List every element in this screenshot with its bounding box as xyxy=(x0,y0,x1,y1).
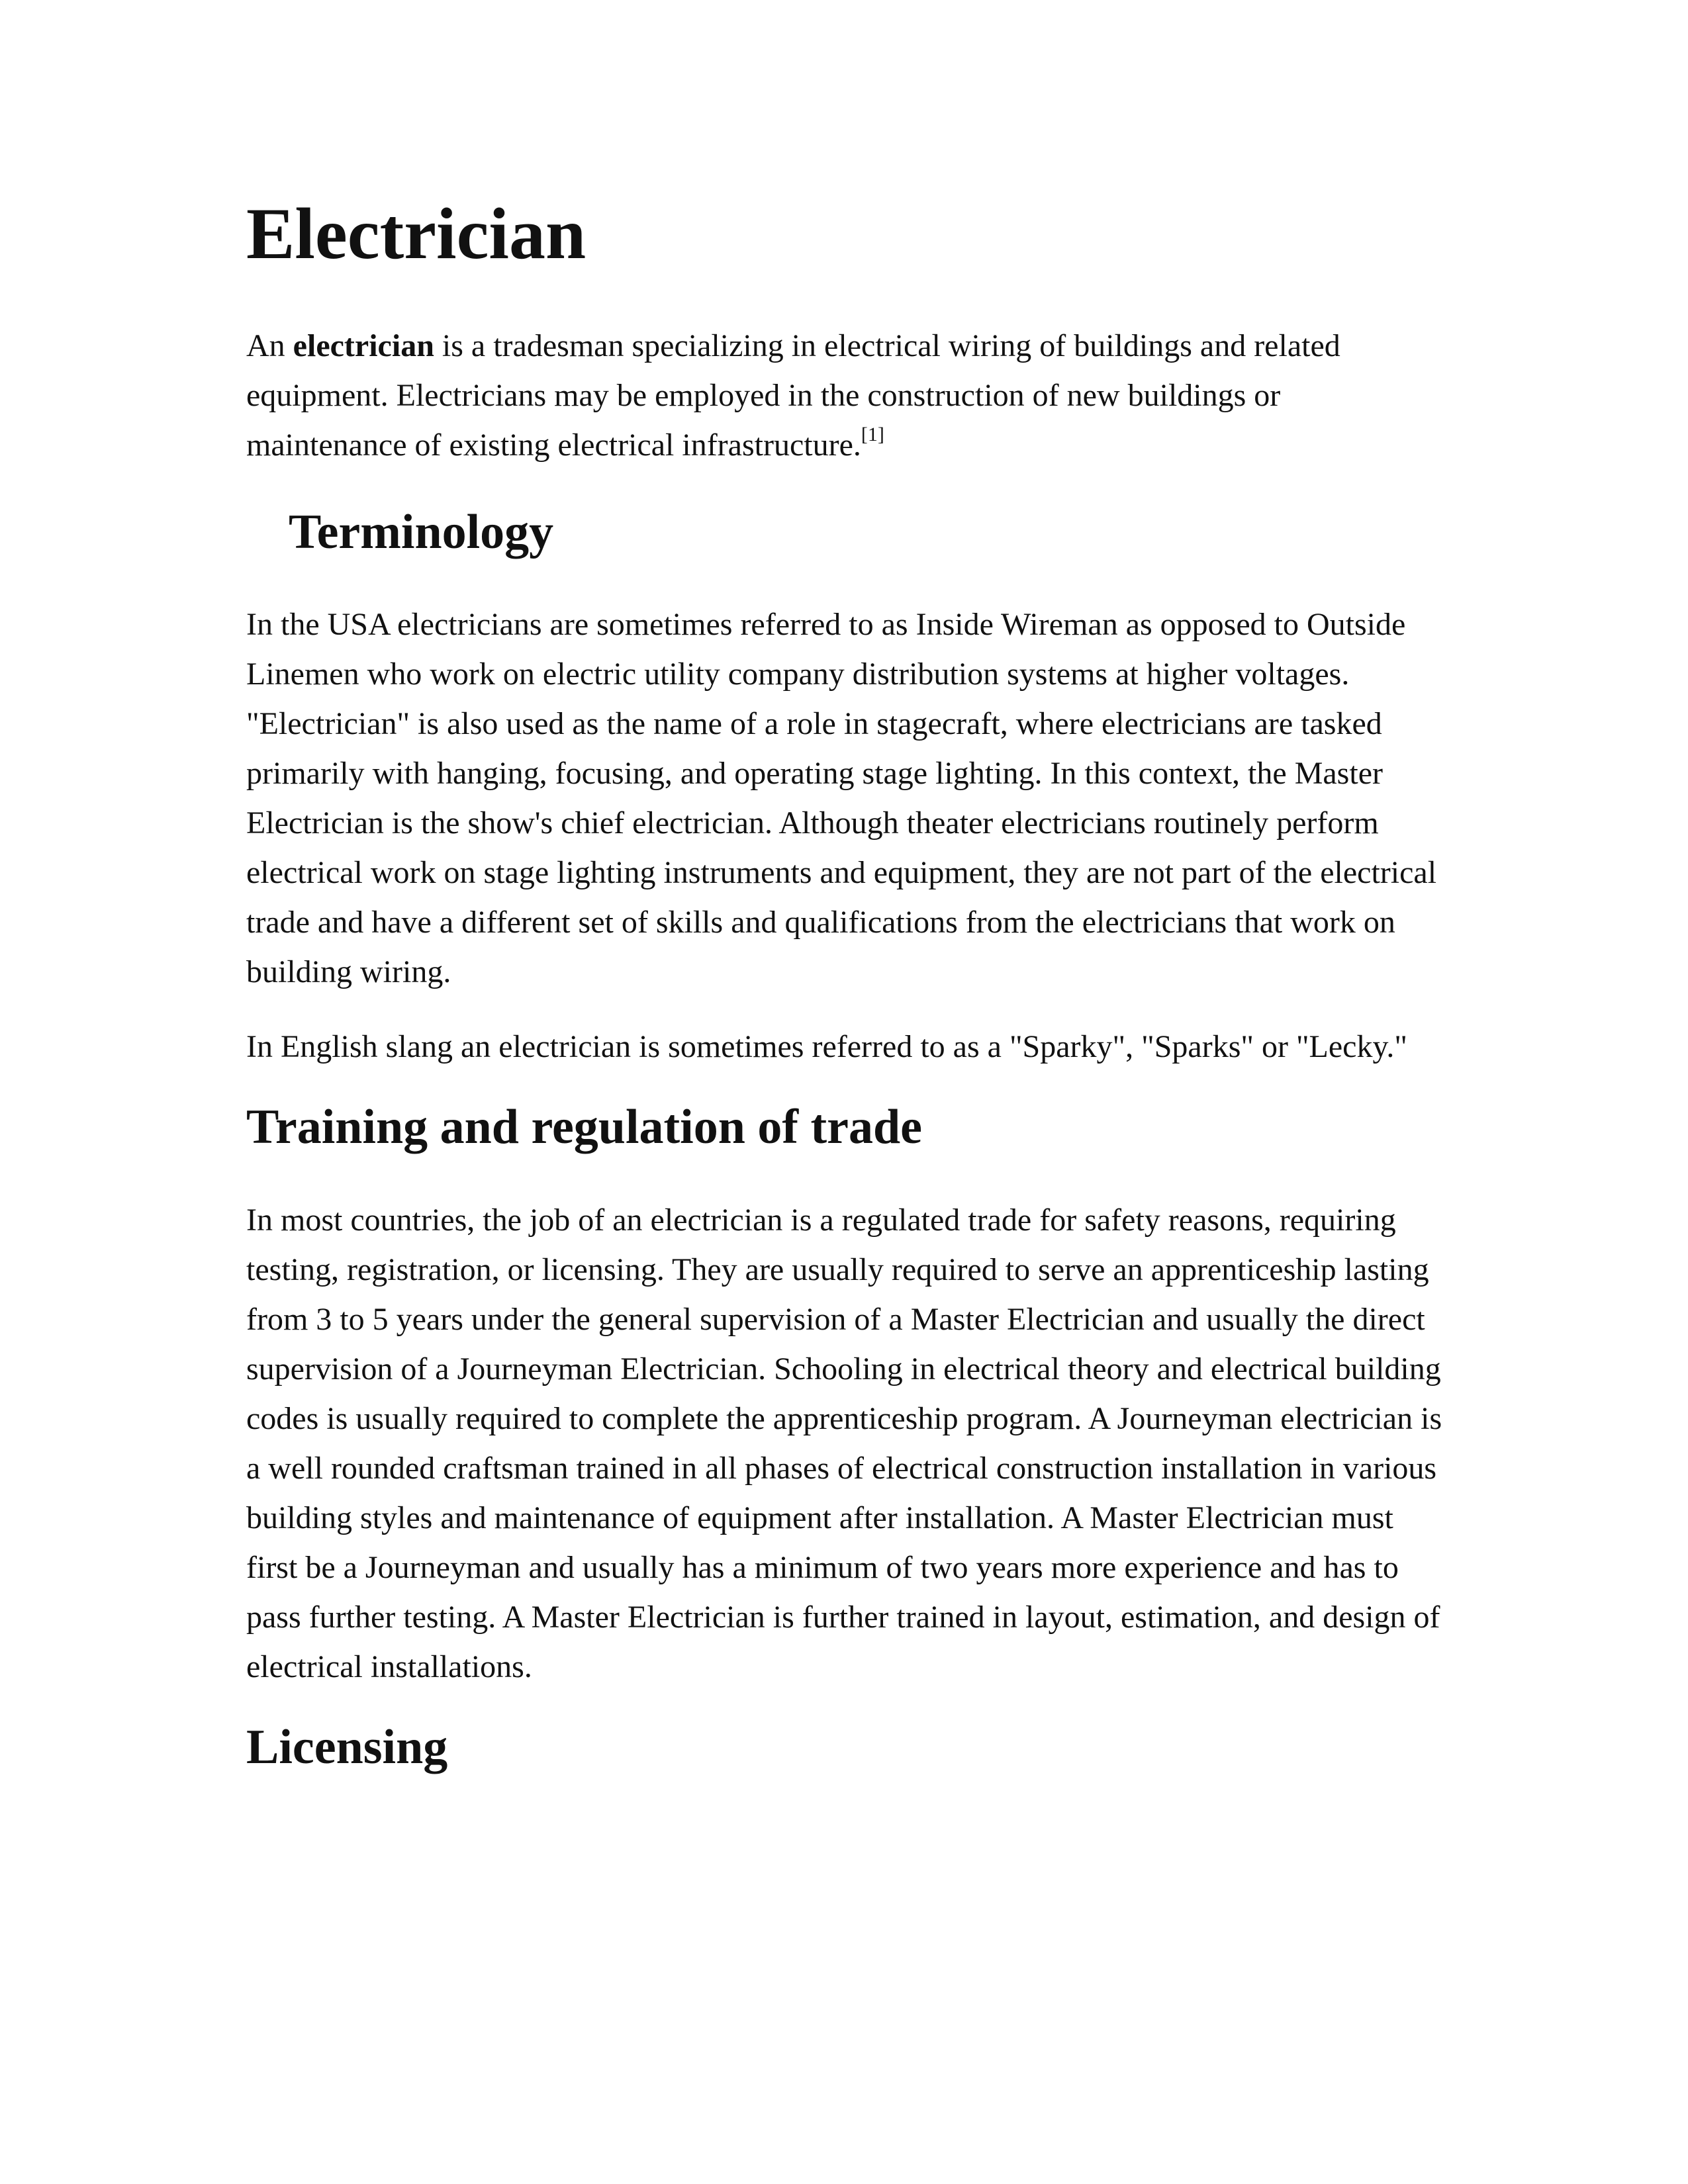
heading-licensing: Licensing xyxy=(246,1720,448,1775)
intro-paragraph xyxy=(246,321,1444,470)
reference-link[interactable]: [1] xyxy=(861,423,884,445)
heading-terminology: Terminology xyxy=(289,504,554,559)
terminology-paragraph-2: In English slang an electrician is sometimes referred to as a "Sparky", "Sparks" or "Lecky." xyxy=(246,1029,1407,1065)
intro-body: is a tradesman specializing in electrical wiring of buildings and related equipment. Electricians may be employed in the construction of new buildings or maintenance of existing electrical infrastructure. xyxy=(246,328,1340,463)
heading-training: Training and regulation of trade xyxy=(246,1100,923,1155)
intro-lead: An xyxy=(246,328,293,363)
document-page xyxy=(246,192,1444,1777)
training-paragraph: In most countries, the job of an electrician is a regulated trade for safety reasons, requiring testing, registration, or licensing. They are usually required to serve an apprenticeship lasting from 3 to 5 years under the general supervision of a Master Electrician and usually the direct supervision of a Journeyman Electrician. Schooling in electrical theory and electrical building codes is usually required to complete the apprenticeship program. A Journeyman electrician is a well rounded craftsman trained in all phases of electrical construction installation in various building styles and maintenance of equipment after installation. A Master Electrician must first be a Journeyman and usually has a minimum of two years more experience and has to pass further testing. A Master Electrician is further trained in layout, estimation, and design of electrical installations. xyxy=(246,1203,1442,1685)
page-title: Electrician xyxy=(246,193,586,274)
intro-term: electrician xyxy=(293,328,434,363)
terminology-paragraph-1: In the USA electricians are sometimes referred to as Inside Wireman as opposed to Outside Linemen who work on electric utility company distribution systems at higher voltages. "Electrician" is also used as the name of a role in stagecraft, where electricians are tasked primarily with hanging, focusing, and operating stage lighting. In this context, the Master Electrician is the show's chief electrician. Although theater electricians routinely perform electrical work on stage lighting instruments and equipment, they are not part of the electrical trade and have a different set of skills and qualifications from the electricians that work on building wiring. xyxy=(246,607,1437,990)
